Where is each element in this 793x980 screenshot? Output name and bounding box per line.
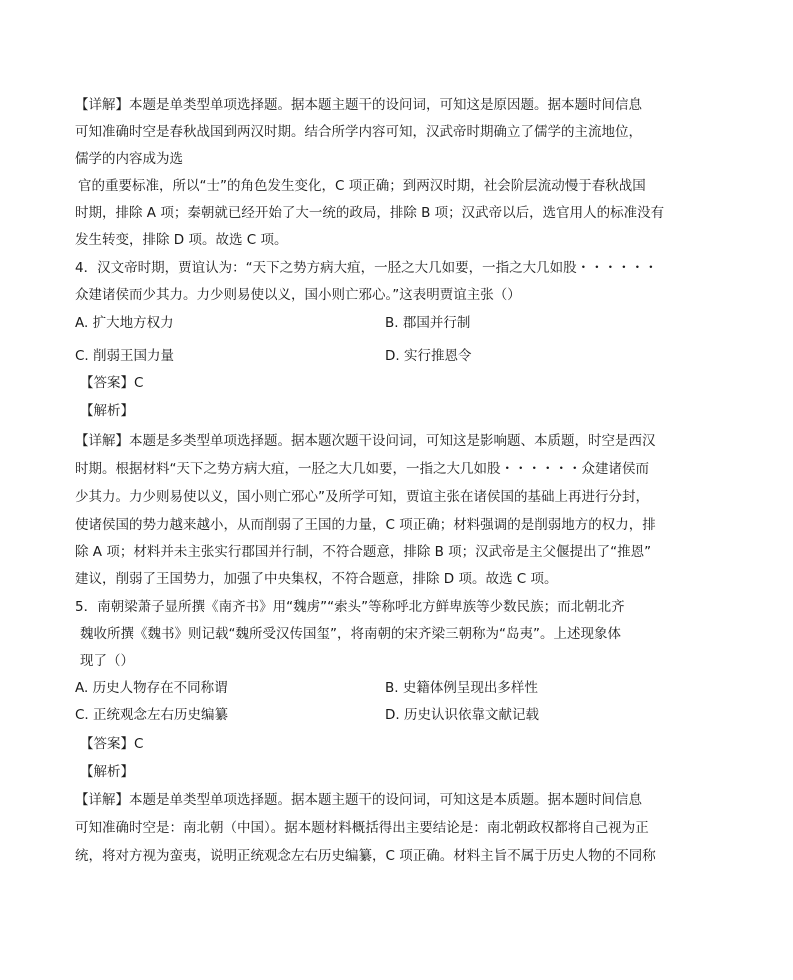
q4-explanation-line-1: 【详解】本题是多类型单项选择题。据本题次题干设问词，可知这是影响题、本质题，时空是西汉: [75, 433, 656, 449]
q4-analysis-heading: 【解析】: [80, 403, 134, 419]
q4-stem-line-1: 4．汉文帝时期，贾谊认为：“天下之势方病大疽，一胫之大几如要，一指之大几如股・・・・・・: [75, 260, 658, 276]
q4-explanation-line-6: 建议，削弱了王国势力，加强了中央集权，不符合题意，排除 D 项。故选 C 项。: [75, 571, 558, 587]
q5-option-c: C. 正统观念左右历史编纂: [75, 707, 229, 723]
q5-option-a: A. 历史人物存在不同称谓: [75, 680, 228, 696]
q4-explanation-line-3: 少其力。力少则易使以义，国小则亡邪心”及所学可知，贾谊主张在诸侯国的基础上再进行分封，: [75, 489, 649, 505]
q4-option-c: C. 削弱王国力量: [75, 348, 175, 364]
q3-explanation-line-6: 发生转变，排除 D 项。故选 C 项。: [75, 232, 288, 248]
q4-option-b: B. 郡国并行制: [385, 315, 471, 331]
q5-answer: 【答案】C: [80, 736, 144, 752]
q3-explanation-line-3: 儒学的内容成为选: [75, 151, 183, 167]
q4-answer: 【答案】C: [80, 375, 144, 391]
q5-explanation-line-3: 统，将对方视为蛮夷，说明正统观念左右历史编纂，C 项正确。材料主旨不属于历史人物的不同称: [75, 848, 656, 864]
q5-option-b: B. 史籍体例呈现出多样性: [385, 680, 538, 696]
q3-explanation-line-1: 【详解】本题是单类型单项选择题。据本题主题干的设问词，可知这是原因题。据本题时间信息: [75, 97, 642, 113]
q4-explanation-line-2: 时期。根据材料“天下之势方病大疽，一胫之大几如要，一指之大几如股・・・・・・众建诸侯而: [75, 461, 649, 477]
q4-option-d: D. 实行推恩令: [385, 348, 472, 364]
q3-explanation-line-2: 可知准确时空是春秋战国到两汉时期。结合所学内容可知，汉武帝时期确立了儒学的主流地位，: [75, 124, 642, 140]
q5-explanation-line-1: 【详解】本题是单类型单项选择题。据本题主题干的设问词，可知这是本质题。据本题时间信息: [75, 792, 642, 808]
q4-stem-line-2: 众建诸侯而少其力。力少则易使以义，国小则亡邪心。”这表明贾谊主张（）: [75, 287, 521, 303]
q5-explanation-line-2: 可知准确时空是：南北朝（中国）。据本题材料概括得出主要结论是：南北朝政权都将自己视为正: [75, 820, 649, 836]
q5-stem-line-3: 现了（）: [80, 653, 134, 669]
q3-explanation-line-4: 官的重要标准，所以“士”的角色发生变化，C 项正确；到两汉时期，社会阶层流动慢于春秋战国: [78, 178, 646, 194]
q3-explanation-line-5: 时期，排除 A 项；秦朝就已经开始了大一统的政局，排除 B 项；汉武帝以后，选官用人的标准没有: [75, 205, 665, 221]
q5-analysis-heading: 【解析】: [80, 764, 134, 780]
q4-explanation-line-5: 除 A 项；材料并未主张实行郡国并行制，不符合题意，排除 B 项；汉武帝是主父偃提出了“推恩”: [75, 544, 652, 560]
q4-explanation-line-4: 使诸侯国的势力越来越小，从而削弱了王国的力量，C 项正确；材料强调的是削弱地方的权力，排: [75, 517, 656, 533]
q5-option-d: D. 历史认识依靠文献记载: [385, 707, 539, 723]
q4-option-a: A. 扩大地方权力: [75, 315, 174, 331]
q5-stem-line-1: 5．南朝梁萧子显所撰《南齐书》用“魏虏”“索头”等称呼北方鲜卑族等少数民族；而北朝北齐: [75, 599, 625, 615]
q5-stem-line-2: 魏收所撰《魏书》则记载“魏所受汉传国玺”，将南朝的宋齐梁三朝称为“岛夷”。上述现象体: [80, 626, 621, 642]
